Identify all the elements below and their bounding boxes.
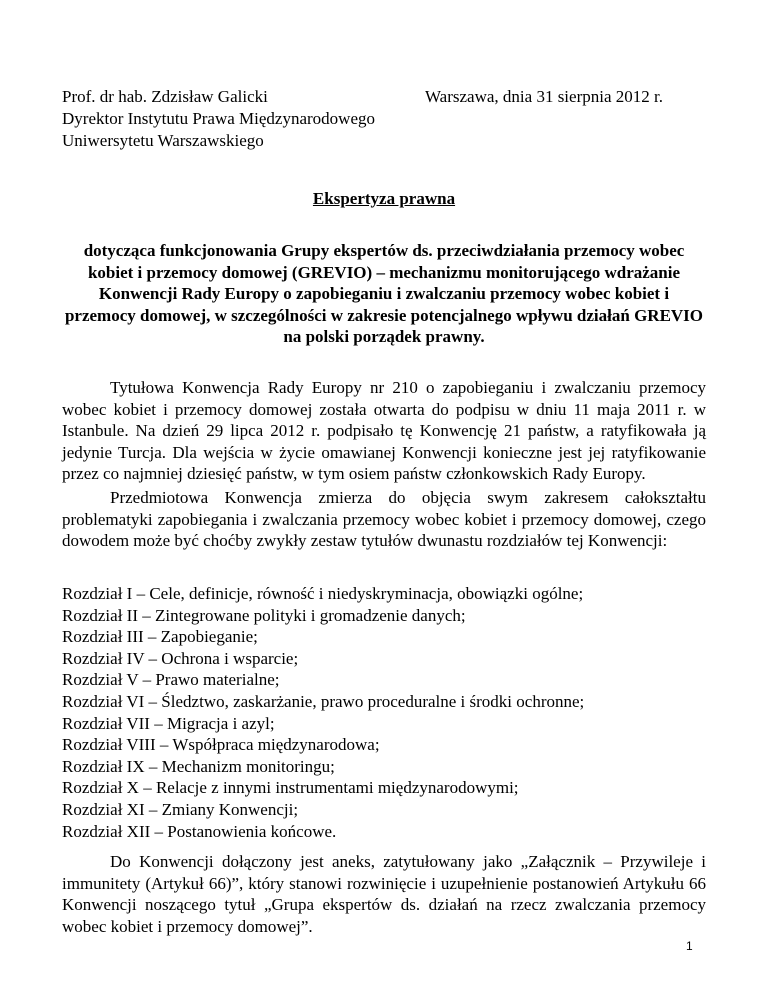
chapter-item: Rozdział XII – Postanowienia końcowe. [62,821,337,841]
chapter-item: Rozdział VII – Migracja i azyl; [62,713,275,733]
author-name: Prof. dr hab. Zdzisław Galicki [62,87,268,106]
document-subtitle: dotycząca funkcjonowania Grupy ekspertów ds. przeciwdziałania przemocy wobec kobiet i przemocy domowej (GREVIO) – mechanizmu monitorującego wdrażanie Konwencji Rady Europy o zapobieganiu i zwalczaniu przemocy wobec kobiet i przemocy domowej, w szczególności w zakresie potencjalnego wpływu działań GREVIO na polski porządek prawny. [64,241,704,346]
author-position: Dyrektor Instytutu Prawa Międzynarodowego [62,109,376,128]
chapter-item: Rozdział V – Prawo materialne; [62,670,280,690]
page-number: 1 [686,939,693,953]
chapter-item: Rozdział VIII – Współpraca międzynarodowa; [62,735,380,755]
author-block [62,86,375,152]
chapter-item: Rozdział XI – Zmiany Konwencji; [62,799,299,819]
chapter-item: Rozdział IV – Ochrona i wsparcie; [62,648,299,668]
paragraph-convention-intro: Tytułowa Konwencja Rady Europy nr 210 o zapobieganiu i zwalczaniu przemocy wobec kobiet i przemocy domowej została otwarta do podpisu w dniu 11 maja 2011 r. w Istanbule. Na dzień 29 lipca 2012 r. podpisało tę Konwencję 21 państw, a ratyfikowała ją jedynie Turcja. Dla wejścia w życie omawianej Konwencji konieczne jest jej ratyfikowanie przez co najmniej dziesięć państw, w tym osiem państw członkowskich Rady Europy. [62,378,706,484]
chapter-item: Rozdział VI – Śledztwo, zaskarżanie, prawo proceduralne i środki ochronne; [62,691,585,711]
paragraph-convention-scope: Przedmiotowa Konwencja zmierza do objęcia swym zakresem całokształtu problematyki zapobiegania i zwalczania przemocy wobec kobiet i przemocy domowej, czego dowodem może być choćby zwykły zestaw tytułów dwunastu rozdziałów tej Konwencji: [62,488,706,551]
chapter-item: Rozdział IX – Mechanizm monitoringu; [62,756,335,776]
paragraph-annex: Do Konwencji dołączony jest aneks, zatytułowany jako „Załącznik – Przywileje i immunitety (Artykuł 66)”, który stanowi rozwinięcie i uzupełnienie postanowień Artykułu 66 Konwencji noszącego tytuł „Grupa ekspertów ds. działań na rzecz zwalczania przemocy wobec kobiet i przemocy domowej”. [62,852,706,936]
chapter-item: Rozdział III – Zapobieganie; [62,627,258,647]
document-date: Warszawa, dnia 31 sierpnia 2012 r. [425,87,663,106]
document-title: Ekspertyza prawna [312,189,456,208]
chapter-item: Rozdział I – Cele, definicje, równość i niedyskryminacja, obowiązki ogólne; [62,584,584,603]
chapter-item: Rozdział X – Relacje z innymi instrumentami międzynarodowymi; [62,778,519,798]
author-institution: Uniwersytetu Warszawskiego [62,131,264,150]
chapter-item: Rozdział II – Zintegrowane polityki i gromadzenie danych; [62,605,466,625]
chapter-list [62,583,584,842]
